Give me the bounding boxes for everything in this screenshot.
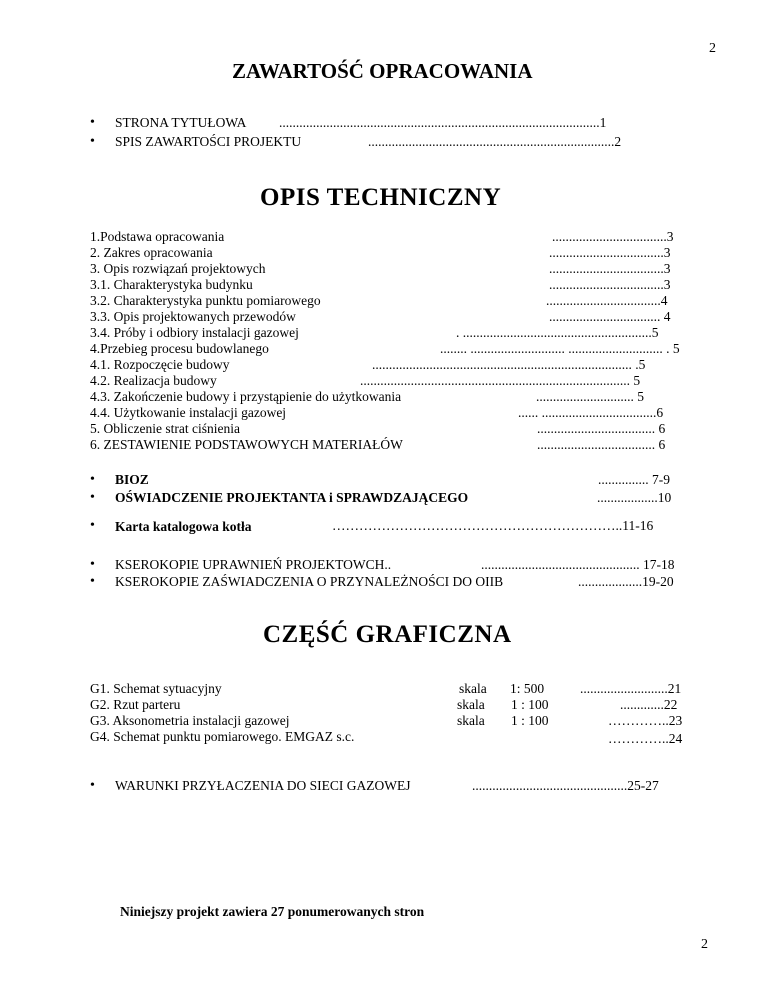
list-item-dots: ..................................3 <box>552 229 674 244</box>
scale-value: 1: 500 <box>510 681 545 696</box>
list-item-dots: ........ ............................ ............................ . 5 <box>440 341 680 356</box>
list-item-label: G2. Rzut parteru <box>90 697 181 712</box>
list-item-dots: . ........................................................5 <box>456 325 659 340</box>
kserokopie-label: KSEROKOPIE UPRAWNIEŃ PROJEKTOWCH.. <box>115 557 392 572</box>
list-item-dots: ................................. 4 <box>549 309 671 324</box>
bullet-icon: • <box>90 115 95 130</box>
list-item-dots: ..................................3 <box>549 277 671 292</box>
bullet-icon: • <box>90 134 95 149</box>
list-item-dots: …………..24 <box>608 731 683 746</box>
skala-label: skala <box>457 697 485 712</box>
list-item-dots: ............................................................................. .5 <box>372 357 646 372</box>
page-number-bottom: 2 <box>701 937 708 952</box>
bullet-icon: • <box>90 472 95 487</box>
list-item-dots: ..........................21 <box>580 681 682 696</box>
list-item-dots: ..................................4 <box>546 293 668 308</box>
bullet-icon: • <box>90 778 95 793</box>
bullet-icon: • <box>90 574 95 589</box>
heading-opis-techniczny: OPIS TECHNICZNY <box>260 184 502 211</box>
bullet-icon: • <box>90 557 95 572</box>
list-item-dots: ..................................3 <box>549 245 671 260</box>
skala-label: skala <box>459 681 487 696</box>
bullet-icon: • <box>90 490 95 505</box>
list-item-label: 6. ZESTAWIENIE PODSTAWOWYCH MATERIAŁÓW <box>90 437 403 452</box>
list-item-label: 4.2. Realizacja budowy <box>90 373 217 388</box>
list-item-label: 4.Przebieg procesu budowlanego <box>90 341 269 356</box>
bioz-dots: ............... 7-9 <box>598 472 670 487</box>
list-item-label: G3. Aksonometria instalacji gazowej <box>90 713 290 728</box>
oswiadczenie-label: OŚWIADCZENIE PROJEKTANTA i SPRAWDZAJĄCEGO <box>115 490 469 505</box>
kserokopie-dots: ............................................... 17-18 <box>481 557 675 572</box>
heading-contents: ZAWARTOŚĆ OPRACOWANIA <box>232 59 533 83</box>
kserokopie-label: KSEROKOPIE ZAŚWIADCZENIA O PRZYNALEŻNOŚCI DO OIIB <box>115 574 504 589</box>
list-item-label: 4.4. Użytkowanie instalacji gazowej <box>90 405 287 420</box>
karta-dots: ………………………………………………………..11-16 <box>332 518 654 533</box>
list-item-label: 3.4. Próby i odbiory instalacji gazowej <box>90 325 299 340</box>
karta-label: Karta katalogowa kotła <box>115 519 252 534</box>
bioz-label: BIOZ <box>115 472 149 487</box>
list-item-label: 5. Obliczenie strat ciśnienia <box>90 421 240 436</box>
list-item-label: STRONA TYTUŁOWA <box>115 115 247 130</box>
footer-note: Niniejszy projekt zawiera 27 ponumerowanych stron <box>120 904 425 919</box>
list-item-label: 4.1. Rozpoczęcie budowy <box>90 357 230 372</box>
list-item-label: 3.2. Charakterystyka punktu pomiarowego <box>90 293 321 308</box>
list-item-dots: ................................... 6 <box>537 421 666 436</box>
list-item-label: 1.Podstawa opracowania <box>90 229 225 244</box>
list-item-dots: …………..23 <box>608 713 683 728</box>
scale-value: 1 : 100 <box>511 697 549 712</box>
list-item-dots: ................................... 6 <box>537 437 666 452</box>
list-item-label: 3. Opis rozwiązań projektowych <box>90 261 266 276</box>
list-item-label: G4. Schemat punktu pomiarowego. EMGAZ s.c. <box>90 729 355 744</box>
warunki-label: WARUNKI PRZYŁACZENIA DO SIECI GAZOWEJ <box>115 778 411 793</box>
page-number-top: 2 <box>709 41 716 56</box>
bullet-icon: • <box>90 518 95 533</box>
list-item-label: SPIS ZAWARTOŚCI PROJEKTU <box>115 134 302 149</box>
warunki-dots: ..............................................25-27 <box>472 778 659 793</box>
kserokopie-dots: ...................19-20 <box>578 574 674 589</box>
list-item-label: G1. Schemat sytuacyjny <box>90 681 222 696</box>
list-item-dots: .............22 <box>620 697 678 712</box>
list-item-dots: ...... ..................................6 <box>518 405 664 420</box>
list-item-label: 3.3. Opis projektowanych przewodów <box>90 309 296 324</box>
list-item-dots: ............................. 5 <box>536 389 644 404</box>
scale-value: 1 : 100 <box>511 713 549 728</box>
list-item-label: 2. Zakres opracowania <box>90 245 213 260</box>
list-item-dots: .........................................................................2 <box>368 134 622 149</box>
heading-czesc-graficzna: CZĘŚĆ GRAFICZNA <box>263 621 512 648</box>
list-item-label: 3.1. Charakterystyka budynku <box>90 277 253 292</box>
oswiadczenie-dots: ..................10 <box>597 490 672 505</box>
list-item-dots: ..................................3 <box>549 261 671 276</box>
list-item-dots: ...............................................................................................1 <box>279 115 607 130</box>
list-item-dots: ................................................................................ 5 <box>360 373 641 388</box>
list-item-label: 4.3. Zakończenie budowy i przystąpienie do użytkowania <box>90 389 402 404</box>
skala-label: skala <box>457 713 485 728</box>
